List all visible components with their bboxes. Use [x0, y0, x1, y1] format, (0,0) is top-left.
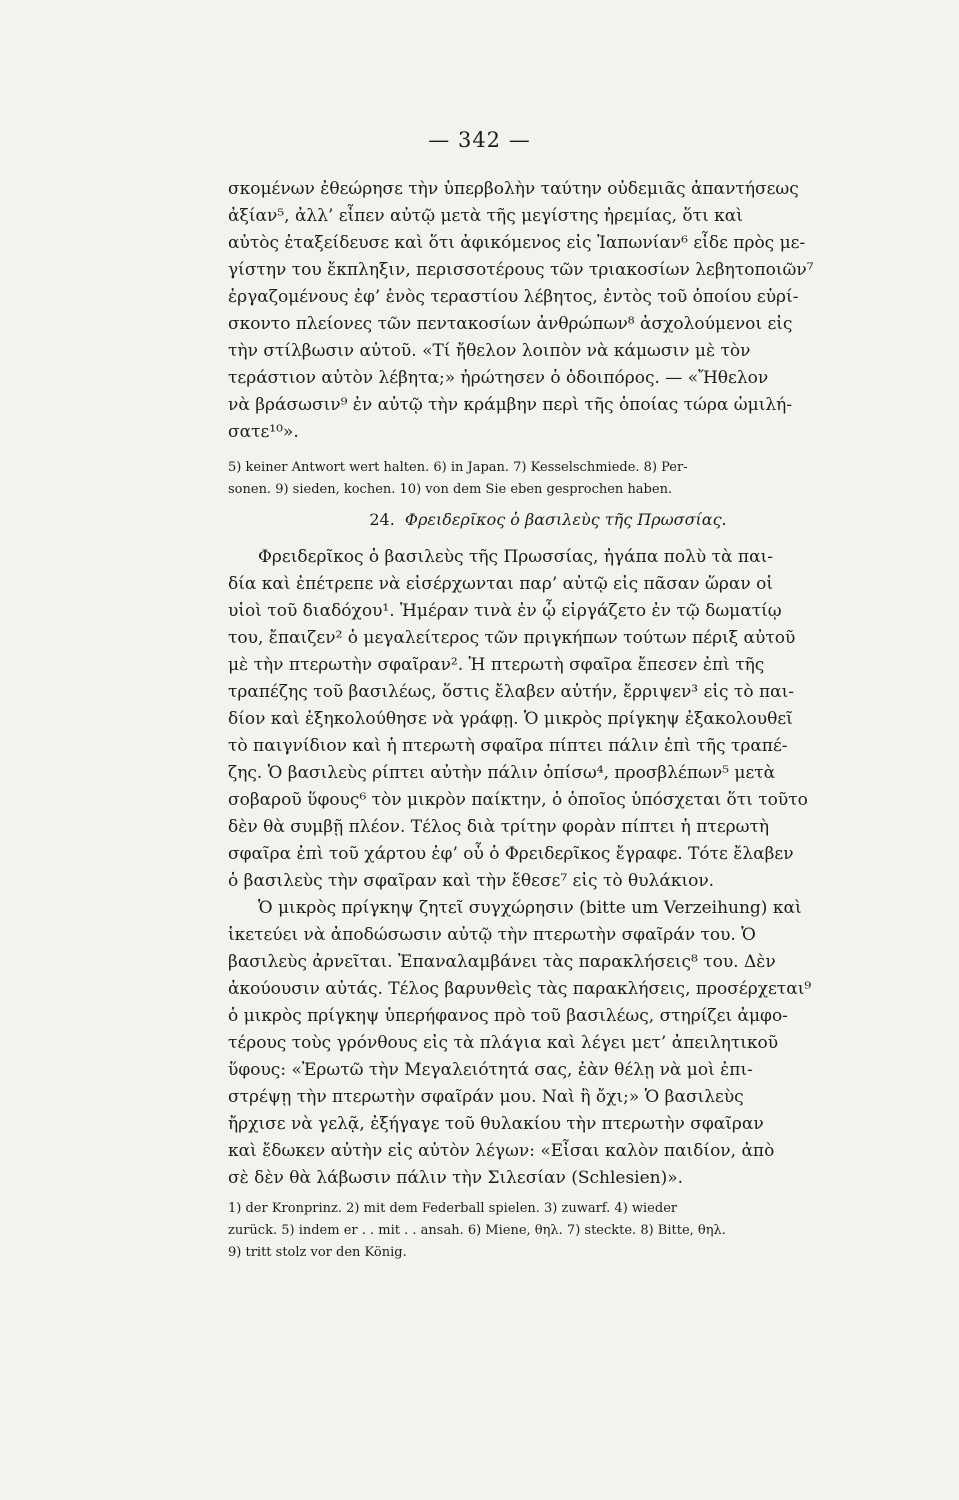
- text-line: ἐργαζομένους ἐφ’ ἑνὸς τεραστίου λέβητος, ἐντὸς τοῦ ὁποίου εὑρί-: [228, 287, 799, 307]
- text-line: σκομένων ἐθεώρησε τὴν ὑπερβολὴν ταύτην οὐδεμιᾶς ἀπαντήσεως: [228, 179, 799, 199]
- text-line: ἀξίαν⁵, ἀλλ’ εἶπεν αὐτῷ μετὰ τῆς μεγίστης ἠρεμίας, ὅτι καὶ: [228, 206, 743, 226]
- text-line: δία καὶ ἐπέτρεπε νὰ εἰσέρχωνται παρ’ αὐτῷ εἰς πᾶσαν ὥραν οἱ: [228, 574, 773, 594]
- text-line: σατε¹⁰».: [228, 422, 299, 442]
- text-line: γίστην του ἔκπληξιν, περισσοτέρους τῶν τριακοσίων λεβητοποιῶν⁷: [228, 260, 814, 280]
- footnote-line: sonen. 9) sieden, kochen. 10) von dem Sie eben gesprochen haben.: [228, 482, 673, 497]
- text-line: Φρειδερῖκος ὁ βασιλεὺς τῆς Πρωσσίας, ἠγάπα πολὺ τὰ παι-: [258, 547, 773, 567]
- footnote-line: 9) tritt stolz vor den König.: [228, 1245, 407, 1260]
- text-line: ἱκετεύει νὰ ἀποδώσωσιν αὐτῷ τὴν πτερωτὴν σφαῖράν του. Ὁ: [228, 925, 756, 945]
- text-line: τραπέζης τοῦ βασιλέως, ὅστις ἔλαβεν αὐτήν, ἔρριψεν³ εἰς τὸ παι-: [228, 682, 795, 702]
- text-line: του, ἔπαιζεν² ὁ μεγαλείτερος τῶν πριγκήπων τούτων πέριξ αὐτοῦ: [228, 628, 796, 648]
- text-line: ζης. Ὁ βασιλεὺς ρίπτει αὐτὴν πάλιν ὀπίσω⁴, προσβλέπων⁵ μετὰ: [228, 763, 776, 783]
- text-line: ὁ βασιλεὺς τὴν σφαῖραν καὶ τὴν ἔθεσε⁷ εἰς τὸ θυλάκιον.: [228, 871, 715, 891]
- page-number: — 342 —: [428, 128, 531, 152]
- paragraph-1: [228, 544, 868, 895]
- footnotes-bottom: [228, 1198, 868, 1264]
- section-heading: [228, 510, 868, 529]
- text-line: δίον καὶ ἐξηκολούθησε νὰ γράφῃ. Ὁ μικρὸς πρίγκηψ ἐξακολουθεῖ: [228, 709, 793, 729]
- text-line: μὲ τὴν πτερωτὴν σφαῖραν². Ἡ πτερωτὴ σφαῖρα ἔπεσεν ἐπὶ τῆς: [228, 655, 765, 675]
- text-line: υἱοὶ τοῦ διαδόχου¹. Ἡμέραν τινὰ ἐν ᾧ εἰργάζετο ἐν τῷ δωματίῳ: [228, 601, 782, 621]
- footnote-line: zurück. 5) indem er . . mit . . ansah. 6) Miene, θηλ. 7) steckte. 8) Bitte, θηλ.: [228, 1223, 726, 1238]
- text-line: καὶ ἔδωκεν αὐτὴν εἰς αὐτὸν λέγων: «Εἶσαι καλὸν παιδίον, ἀπὸ: [228, 1141, 775, 1161]
- text-line: τὴν στίλβωσιν αὐτοῦ. «Τί ἤθελον λοιπὸν νὰ κάμωσιν μὲ τὸν: [228, 341, 751, 361]
- text-line: σφαῖρα ἐπὶ τοῦ χάρτου ἐφ’ οὗ ὁ Φρειδερῖκος ἔγραφε. Τότε ἔλαβεν: [228, 844, 794, 864]
- text-line: σκοντο πλείονες τῶν πεντακοσίων ἀνθρώπων⁸ ἀσχολούμενοι εἰς: [228, 314, 793, 334]
- footnotes-top: [228, 457, 868, 501]
- text-line: ὁ μικρὸς πρίγκηψ ὑπερήφανος πρὸ τοῦ βασιλέως, στηρίζει ἀμφο-: [228, 1006, 788, 1026]
- top-paragraph: [228, 176, 868, 446]
- text-line: σοβαροῦ ὕφους⁶ τὸν μικρὸν παίκτην, ὁ ὁποῖος ὑπόσχεται ὅτι τοῦτο: [228, 790, 808, 810]
- text-line: ὕφους: «Ἐρωτῶ τὴν Μεγαλειότητά σας, ἐὰν θέλῃ νὰ μοὶ ἐπι-: [228, 1060, 753, 1080]
- text-line: Ὁ μικρὸς πρίγκηψ ζητεῖ συγχώρησιν (bitte um Verzeihung) καὶ: [258, 898, 802, 918]
- section-number: 24.: [369, 510, 395, 529]
- paragraph-2: [228, 895, 868, 1192]
- text-line: τεράστιον αὐτὸν λέβητα;» ἠρώτησεν ὁ ὁδοιπόρος. — «Ἤθελον: [228, 368, 769, 388]
- text-line: τὸ παιγνίδιον καὶ ἡ πτερωτὴ σφαῖρα πίπτει πάλιν ἐπὶ τῆς τραπέ-: [228, 736, 788, 756]
- text-line: τέρους τοὺς γρόνθους εἰς τὰ πλάγια καὶ λέγει μετ’ ἀπειλητικοῦ: [228, 1033, 779, 1053]
- footnote-line: 1) der Kronprinz. 2) mit dem Federball spielen. 3) zuwarf. 4) wieder: [228, 1201, 678, 1216]
- text-line: νὰ βράσωσιν⁹ ἐν αὐτῷ τὴν κράμβην περὶ τῆς ὁποίας τώρα ὡμιλή-: [228, 395, 793, 415]
- footnote-line: 5) keiner Antwort wert halten. 6) in Japan. 7) Kesselschmiede. 8) Per-: [228, 460, 688, 475]
- text-line: ἀκούουσιν αὐτάς. Τέλος βαρυνθεὶς τὰς παρακλήσεις, προσέρχεται⁹: [228, 979, 812, 999]
- text-line: βασιλεὺς ἀρνεῖται. Ἐπαναλαμβάνει τὰς παρακλήσεις⁸ του. Δὲν: [228, 952, 776, 972]
- text-line: ἤρχισε νὰ γελᾷ, ἐξήγαγε τοῦ θυλακίου τὴν πτερωτὴν σφαῖραν: [228, 1114, 764, 1134]
- text-line: στρέψῃ τὴν πτερωτὴν σφαῖράν μου. Ναὶ ἢ ὄχι;» Ὁ βασιλεὺς: [228, 1087, 744, 1107]
- text-line: δὲν θὰ συμβῇ πλέον. Τέλος διὰ τρίτην φορὰν πίπτει ἡ πτερωτὴ: [228, 817, 770, 837]
- text-line: αὐτὸς ἐταξείδευσε καὶ ὅτι ἀφικόμενος εἰς Ἰαπωνίαν⁶ εἶδε πρὸς με-: [228, 233, 806, 253]
- text-line: σὲ δὲν θὰ λάβωσιν πάλιν τὴν Σιλεσίαν (Schlesien)».: [228, 1168, 684, 1188]
- section-title: Φρειδερῖκος ὁ βασιλεὺς τῆς Πρωσσίας.: [404, 510, 727, 529]
